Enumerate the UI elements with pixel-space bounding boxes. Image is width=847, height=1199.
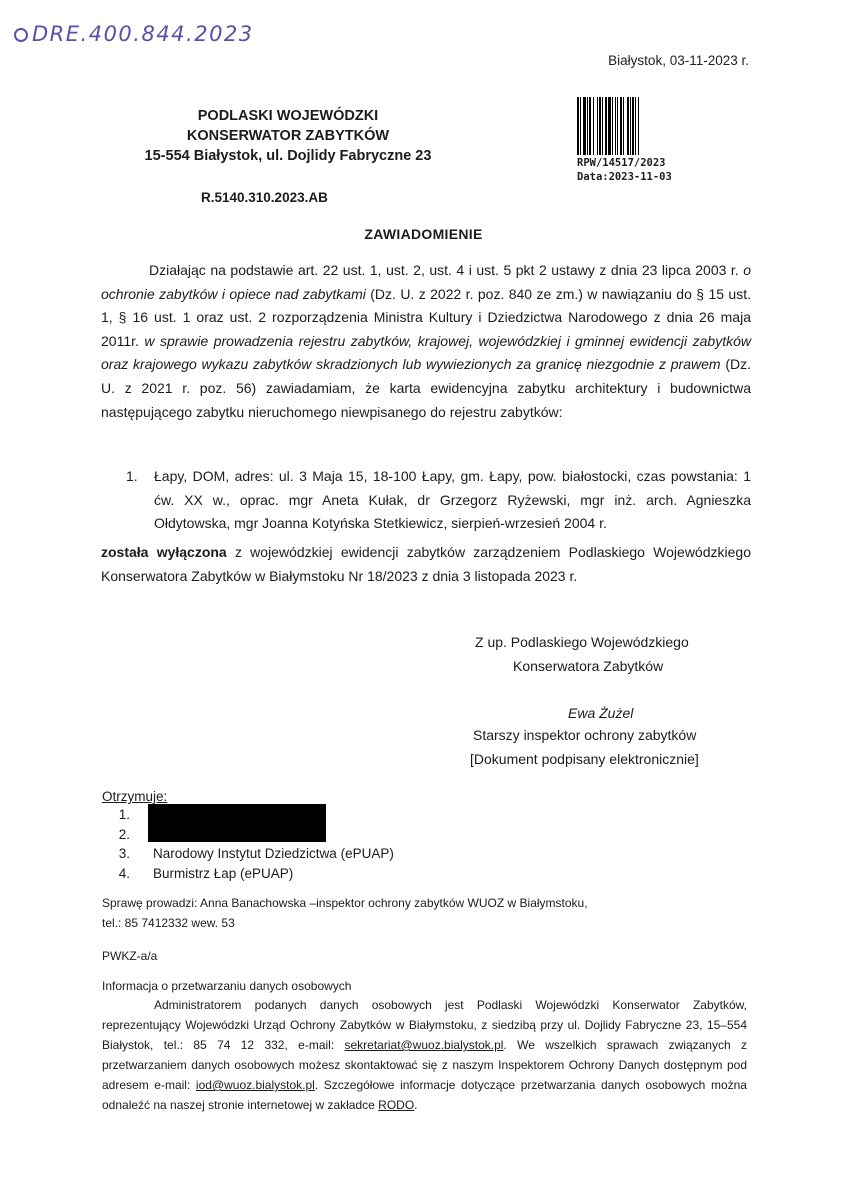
registry-barcode-label: [577, 97, 687, 183]
list-item: [100, 465, 751, 536]
legal-basis-text-2: (Dz. U. z 2022 r. poz. 840 ze zm.) w nawiązaniu do § 15 ust. 1, § 16 ust. 1 oraz ust. 2 rozporządzenia Ministra Kultury i Dziedzictwa Narodowego z dnia 26 maja 2011r.: [101, 285, 751, 349]
gdpr-paragraph: [102, 995, 747, 1115]
recipient-number: 3.: [118, 846, 130, 861]
document-title: ZAWIADOMIENIE: [364, 226, 483, 242]
handwritten-reference-text: DRE.400.844.2023: [32, 22, 254, 46]
regulation-title: w sprawie prowadzenia rejestru zabytków, krajowej, wojewódzkiej i gminnej ewidencji zabytków oraz krajowego wykazu zabytków skradzionych lub wywiezionych za granicę niezgodnie z prawem: [101, 332, 751, 373]
handwritten-circle-mark: [14, 28, 28, 42]
recipient-number: 1.: [118, 807, 130, 822]
recipient-number: 4.: [118, 865, 130, 881]
rpw-number: RPW/14517/2023: [577, 157, 666, 169]
redaction-block: [148, 804, 326, 842]
gdpr-text-2: . We wszelkich sprawach związanych z przetwarzaniem danych osobowych możesz skontaktować się z naszym Inspektorem Ochrony Danych dostępnym pod adresem e-mail:: [102, 1038, 747, 1092]
recipient-number: 2.: [118, 826, 130, 842]
case-number: R.5140.310.2023.AB: [201, 190, 328, 205]
signatory-role: Starszy inspektor ochrony zabytków: [473, 727, 697, 743]
barcode-icon: [577, 97, 687, 155]
list-item: [100, 844, 394, 864]
decision-text: z wojewódzkiej ewidencji zabytków zarządzeniem Podlaskiego Wojewódzkiego Konserwatora Zabytków w Białymstoku Nr 18/2023 z dnia 3 listopada 2023 r.: [101, 544, 751, 584]
legal-basis-paragraph: [101, 259, 751, 424]
iod-email-link[interactable]: iod@wuoz.bialystok.pl: [195, 1078, 315, 1092]
recipients-title: Otrzymuje:: [102, 789, 168, 804]
rodo-link[interactable]: RODO: [378, 1098, 415, 1112]
monument-list: [100, 465, 751, 536]
recipient-name: Burmistrz Łap (ePUAP): [153, 865, 294, 881]
authority-line-2: KONSERWATOR ZABYTKÓW: [186, 128, 390, 144]
authorization-line-2: Konserwatora Zabytków: [513, 657, 664, 674]
recipient-name: Narodowy Instytut Dziedzictwa (ePUAP): [153, 846, 394, 861]
handwritten-reference-note: [14, 22, 254, 46]
legal-basis-text-3: (Dz. U. z 2021 r. poz. 56) zawiadamiam, że karta ewidencyjna zabytku architektury i budownictwa następującego zabytku nieruchomego niewpisanego do rejestru zabytków:: [101, 356, 751, 420]
authorization-block: [475, 631, 689, 678]
authority-address: 15-554 Białystok, ul. Dojlidy Fabryczne 23: [144, 148, 432, 164]
case-handler-phone: tel.: 85 7412332 wew. 53: [102, 916, 235, 930]
signatory-name: Ewa Żużel: [568, 705, 634, 721]
legal-basis-text-1: Działając na podstawie art. 22 ust. 1, ust. 2, ust. 4 i ust. 5 pkt 2 ustawy z dnia 23 lipca 2003 r.: [149, 262, 744, 278]
list-item-text: Łapy, DOM, adres: ul. 3 Maja 15, 18-100 Łapy, gm. Łapy, pow. białostocki, czas powstania: 1 ćw. XX w., oprac. mgr Aneta Kułak, dr Grzegorz Ryżewski, mgr inż. arch. Agnieszka Ołdytowska, mgr Joanna Kotyńska Stetkiewicz, sierpień-wrzesień 2004 r.: [154, 468, 751, 532]
list-item-number: 1.: [126, 468, 138, 484]
act-title: o ochronie zabytków i opiece nad zabytkami: [101, 262, 751, 302]
case-handler-line-1: Sprawę prowadzi: Anna Banachowska –inspektor ochrony zabytków WUOZ w Białymstoku,: [102, 896, 588, 910]
authorization-line-1: Z up. Podlaskiego Wojewódzkiego: [475, 634, 689, 650]
document-date: Białystok, 03-11-2023 r.: [608, 53, 749, 68]
gdpr-title: Informacja o przetwarzaniu danych osobowych: [102, 979, 352, 993]
electronic-signature-note: [Dokument podpisany elektronicznie]: [470, 751, 699, 767]
secretariat-email-link[interactable]: sekretariat@wuoz.bialystok.pl: [344, 1038, 504, 1052]
signatory-details: [470, 723, 699, 771]
case-handler: [102, 893, 588, 933]
gdpr-text-1: Administratorem podanych danych osobowych jest Podlaski Wojewódzki Konserwator Zabytków, reprezentujący Wojewódzki Urząd Ochrony Zabytków w Białymstoku, z siedzibą przy ul. Dojlidy Fabryczne 23, 15–554 Białystok, tel.: 85 74 12 332, e-mail:: [102, 998, 747, 1052]
decision-bold-phrase: została wyłączona: [101, 544, 227, 560]
gdpr-text-4: .: [414, 1098, 418, 1112]
decision-paragraph: [101, 541, 751, 588]
authority-line-1: PODLASKI WOJEWÓDZKI: [197, 108, 379, 124]
rpw-date: Data:2023-11-03: [577, 171, 672, 183]
list-item: [100, 864, 394, 884]
barcode-gap: [639, 97, 641, 155]
distribution-code: PWKZ-a/a: [102, 949, 158, 963]
gdpr-text-3: . Szczegółowe informacje dotyczące przetwarzania danych osobowych można odnaleźć na naszej stronie internetowej w zakładce: [102, 1078, 747, 1112]
issuing-authority: [138, 106, 438, 166]
